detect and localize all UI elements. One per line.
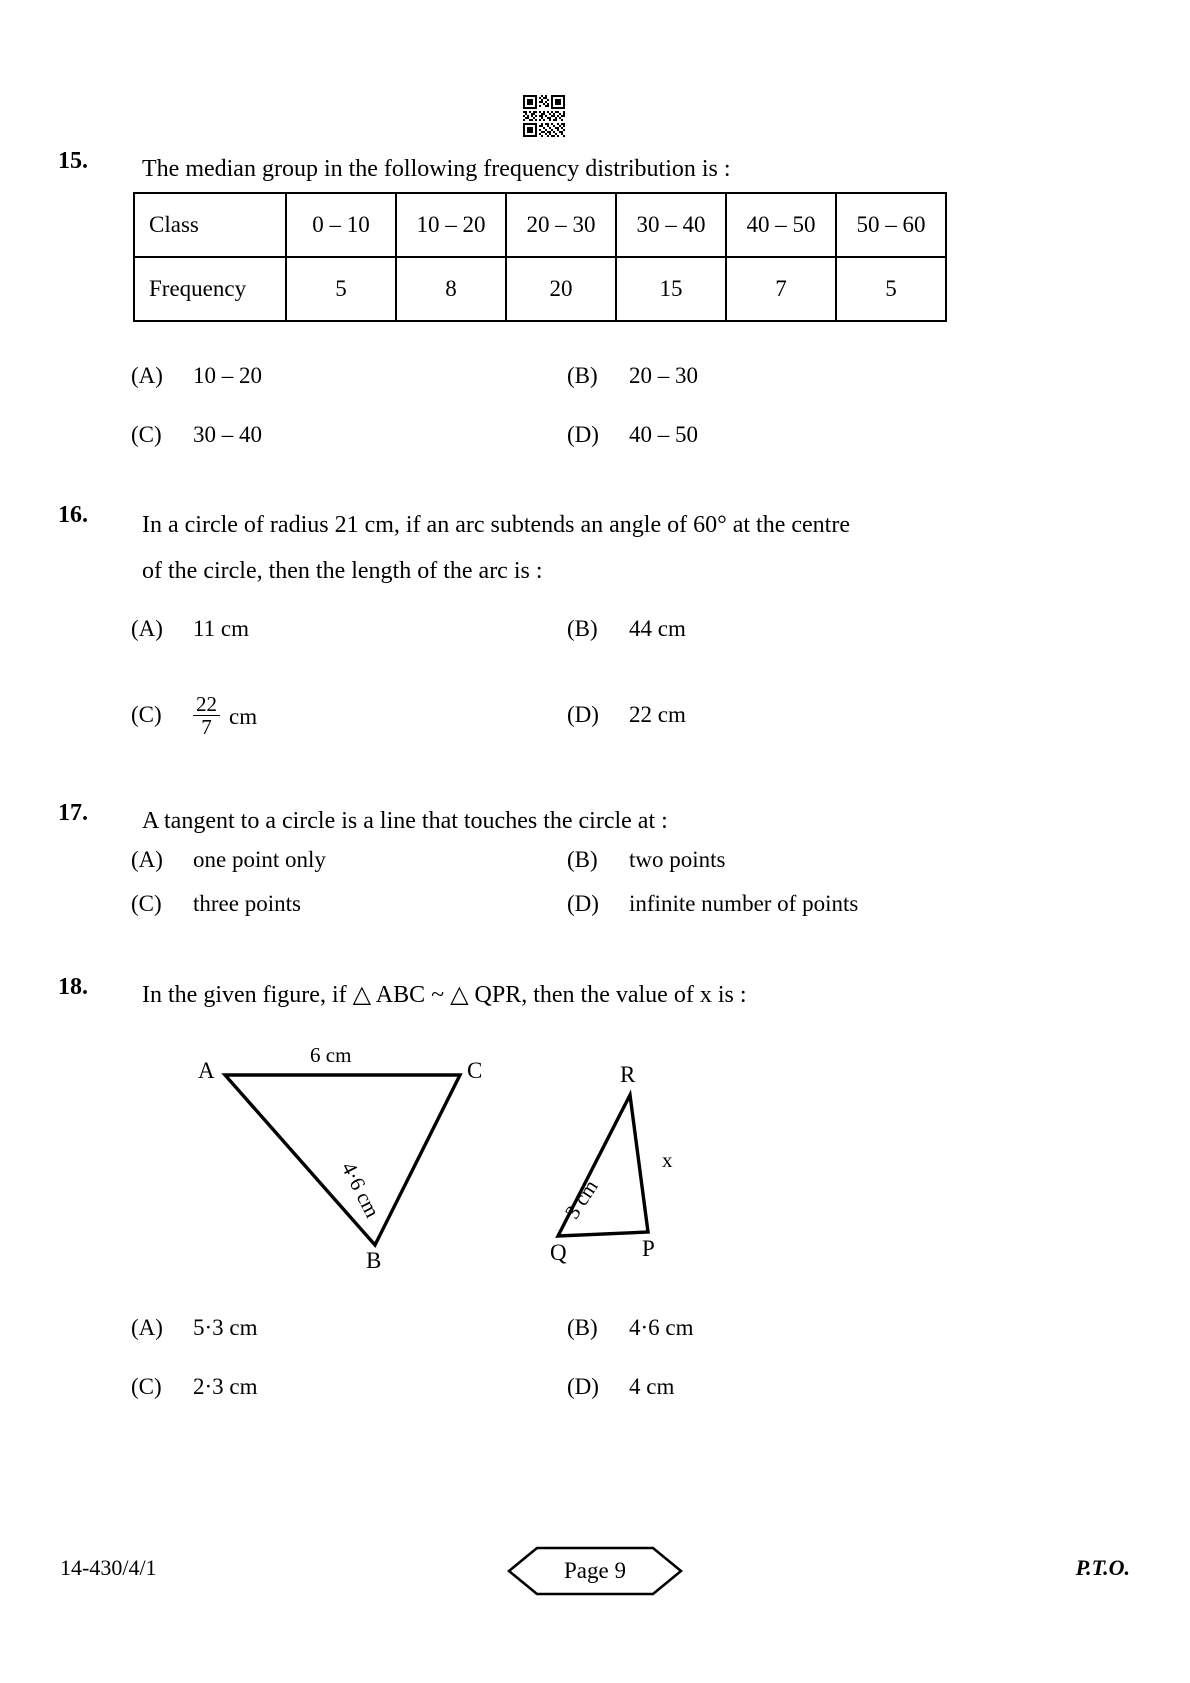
question-18-option-c[interactable] [131, 1372, 258, 1402]
option-a-label: (A) [131, 363, 163, 388]
frequency-cell-1: 8 [396, 257, 506, 321]
option-b-value: 20 – 30 [629, 363, 698, 388]
triangle-abc-shape [225, 1075, 460, 1245]
side-label-qr-3cm: 3 cm [560, 1175, 603, 1224]
option-c-value: three points [193, 891, 301, 916]
question-15-option-c[interactable] [131, 420, 262, 450]
question-18-text: In the given figure, if △ ABC ~ △ QPR, then the value of x is : [142, 982, 747, 1008]
option-d-value: 4 cm [629, 1374, 675, 1399]
option-b-label: (B) [567, 847, 598, 872]
class-cell-5: 50 – 60 [836, 193, 946, 257]
row-header-class: Class [134, 193, 286, 257]
question-17-option-d[interactable] [567, 889, 858, 919]
vertex-label-p: P [642, 1236, 655, 1261]
vertex-label-q: Q [550, 1240, 567, 1265]
option-c-value: 30 – 40 [193, 422, 262, 447]
vertex-label-r: R [620, 1062, 636, 1087]
vertex-label-c: C [467, 1058, 483, 1083]
question-17-option-c[interactable] [131, 889, 301, 919]
option-b-value: two points [629, 847, 726, 872]
option-a-label: (A) [131, 616, 163, 641]
question-16-text [142, 502, 1062, 594]
option-a-value: one point only [193, 847, 326, 872]
option-d-value: 40 – 50 [629, 422, 698, 447]
option-a-label: (A) [131, 1315, 163, 1340]
fraction-unit: cm [229, 703, 258, 729]
question-16-option-b[interactable] [567, 614, 686, 644]
question-15-number: 15. [58, 148, 88, 174]
question-16-text-line2: of the circle, then the length of the arc is : [142, 558, 543, 584]
table-row-frequency [134, 257, 946, 321]
similar-triangles-figure [180, 1040, 740, 1285]
question-16-number: 16. [58, 502, 88, 528]
question-18-option-d[interactable] [567, 1372, 674, 1402]
qr-code-icon [521, 93, 567, 139]
side-label-cb-4-6cm: 4·6 cm [336, 1158, 385, 1222]
class-cell-3: 30 – 40 [616, 193, 726, 257]
question-17-number: 17. [58, 800, 88, 826]
option-b-label: (B) [567, 1315, 598, 1340]
question-15-option-d[interactable] [567, 420, 698, 450]
question-16-option-a[interactable] [131, 614, 249, 644]
question-15-option-b[interactable] [567, 361, 698, 391]
option-a-value: 5·3 cm [193, 1315, 258, 1340]
question-17-text: A tangent to a circle is a line that touches the circle at : [142, 808, 668, 834]
class-cell-1: 10 – 20 [396, 193, 506, 257]
option-b-value: 44 cm [629, 616, 686, 641]
class-cell-0: 0 – 10 [286, 193, 396, 257]
vertex-label-a: A [198, 1058, 215, 1083]
table-row-class [134, 193, 946, 257]
option-a-value: 10 – 20 [193, 363, 262, 388]
option-d-label: (D) [567, 422, 599, 447]
option-b-label: (B) [567, 363, 598, 388]
class-cell-4: 40 – 50 [726, 193, 836, 257]
row-header-frequency: Frequency [134, 257, 286, 321]
frequency-cell-2: 20 [506, 257, 616, 321]
option-b-value: 4·6 cm [629, 1315, 694, 1340]
page-number-badge [507, 1545, 683, 1597]
side-label-rp-x: x [662, 1148, 673, 1172]
side-label-ac-6cm: 6 cm [310, 1043, 352, 1067]
option-c-label: (C) [131, 701, 162, 727]
frequency-cell-3: 15 [616, 257, 726, 321]
option-a-value: 11 cm [193, 616, 249, 641]
option-d-label: (D) [567, 1374, 599, 1399]
question-18-number: 18. [58, 974, 88, 1000]
option-c-label: (C) [131, 1374, 162, 1399]
question-17-option-a[interactable] [131, 845, 326, 875]
option-b-label: (B) [567, 616, 598, 641]
frequency-distribution-table [133, 192, 947, 322]
fraction-22-over-7 [193, 693, 220, 738]
question-18-option-b[interactable] [567, 1313, 694, 1343]
question-16-option-d[interactable] [567, 700, 686, 730]
page-footer [0, 1545, 1190, 1605]
option-d-label: (D) [567, 891, 599, 916]
paper-code: 14-430/4/1 [60, 1555, 157, 1580]
frequency-cell-5: 5 [836, 257, 946, 321]
question-18-option-a[interactable] [131, 1313, 258, 1343]
pto-text: P.T.O. [1075, 1555, 1130, 1580]
option-c-label: (C) [131, 422, 162, 447]
option-a-label: (A) [131, 847, 163, 872]
option-c-label: (C) [131, 891, 162, 916]
option-c-value: 2·3 cm [193, 1374, 258, 1399]
option-d-value: 22 cm [629, 702, 686, 727]
fraction-denominator: 7 [193, 715, 220, 738]
question-15-option-a[interactable] [131, 361, 262, 391]
question-16-option-c[interactable] [131, 694, 257, 739]
class-cell-2: 20 – 30 [506, 193, 616, 257]
option-d-label: (D) [567, 702, 599, 727]
option-d-value: infinite number of points [629, 891, 859, 916]
question-17-option-b[interactable] [567, 845, 725, 875]
frequency-cell-0: 5 [286, 257, 396, 321]
vertex-label-b: B [366, 1248, 382, 1273]
page-number-text: Page 9 [564, 1558, 626, 1583]
fraction-numerator: 22 [196, 692, 217, 716]
frequency-cell-4: 7 [726, 257, 836, 321]
question-15-text: The median group in the following frequency distribution is : [142, 156, 731, 182]
question-16-text-line1: In a circle of radius 21 cm, if an arc subtends an angle of 60° at the centre [142, 512, 850, 538]
